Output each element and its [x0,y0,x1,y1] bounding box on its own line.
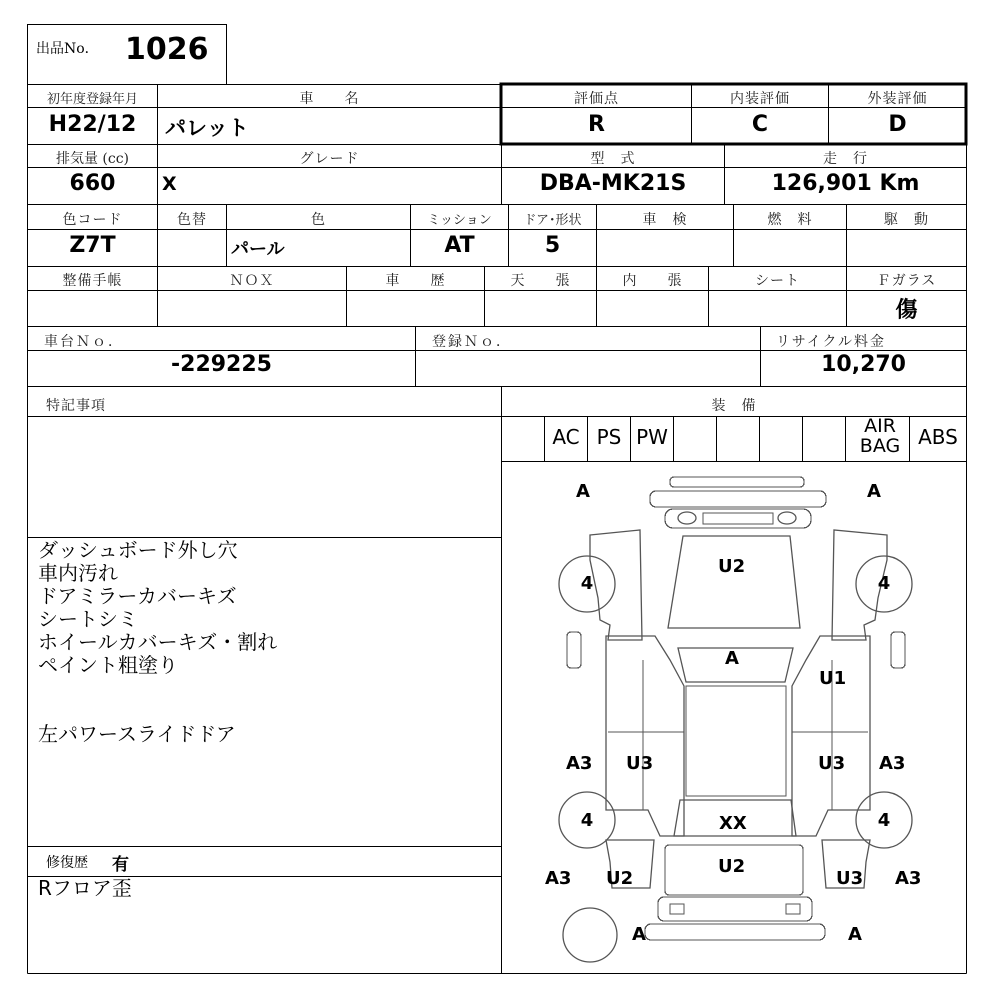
mark-rear-right-corner: A [848,924,862,945]
mileage-value: 126,901 Km [771,171,920,196]
interior-header: 内装評価 [730,91,790,107]
drive-header: 駆 動 [884,212,929,228]
model-header: 型 式 [590,151,636,167]
remark-line: ドアミラーカバーキズ [38,584,237,608]
mark-left-front-door-b: U3 [626,753,654,774]
mark-roof: A [725,648,739,669]
door-shape-value: 5 [544,233,561,258]
repair-label: 修復歴 [46,855,88,871]
mark-left-rear-b: U2 [606,868,634,889]
displacement-value: 660 [69,171,116,196]
mark-tire-rear-left: 4 [580,810,594,831]
repair-note: Rフロア歪 [38,876,132,900]
equipment-item-abs: ABS [918,425,958,449]
color-value: パール [231,239,285,260]
equipment-item-ps: PS [596,425,622,449]
color-header: 色 [311,212,326,228]
equipment-item-airbag: AIR BAG [859,415,901,457]
first-reg-header: 初年度登録年月 [46,92,138,107]
score-value: R [588,112,605,137]
remarks-header: 特記事項 [46,398,106,414]
history-header: 車 歴 [385,273,446,289]
first-reg-value: H22/12 [48,112,137,137]
exterior-value: D [888,112,907,137]
recycle-value: 10,270 [821,352,906,377]
door-shape-header: ドア･形状 [523,213,582,228]
registration-header: 登録Ｎｏ． [432,334,512,350]
maintenance-header: 整備手帳 [62,273,123,289]
displacement-header: 排気量 (cc) [55,151,130,167]
equipment-item-pw: PW [636,425,668,449]
mark-rear-glass: XX [719,813,747,834]
mark-left-rear-a: A3 [545,868,572,889]
seat-header: シート [755,273,800,289]
car-name-header: 車 名 [299,91,360,107]
interior-value: C [751,112,769,137]
model-value: DBA-MK21S [539,171,687,196]
front-glass-value: 傷 [895,298,918,323]
listing-label: 出品No． [36,41,99,57]
fuel-header: 燃 料 [767,212,813,228]
mark-right-rear-door-b: A3 [879,753,906,774]
mark-front-right-corner: A [867,481,881,502]
mark-back-door: U2 [718,856,746,877]
front-glass-header: Ｆガラス [876,273,937,289]
remark-line: 車内汚れ [38,561,118,585]
mark-tire-front-left: 4 [580,573,594,594]
car-name-value: パレット [165,116,249,140]
remark-line: ペイント粗塗り [38,653,178,677]
recycle-header: リサイクル料金 [776,334,887,350]
nox-header: ＮＯＸ [229,273,275,289]
repair-value: 有 [112,855,129,875]
mileage-header: 走 行 [823,151,868,167]
mark-hood: U2 [718,556,746,577]
grade-header: グレード [299,151,360,167]
mark-front-left-corner: A [576,481,590,502]
remark-line: ダッシュボード外し穴 [38,538,238,562]
remark-line: シートシミ [38,607,138,631]
grade-value: X [162,173,177,195]
remark-line: ホイールカバーキズ・割れ [38,630,278,654]
inspection-header: 車 検 [642,212,688,228]
transmission-value: AT [444,233,475,258]
equipment-item-ac: AC [552,425,580,449]
mark-right-rear-b: A3 [895,868,922,889]
mark-tire-front-right: 4 [877,573,891,594]
remark-line: 左パワースライドドア [38,722,236,746]
mark-tire-rear-right: 4 [877,810,891,831]
color-code-value: Z7T [69,233,116,258]
mark-right-front-door: U1 [819,668,847,689]
listing-number: 1026 [125,32,209,67]
roof-header: 天 張 [510,273,571,289]
color-change-header: 色替 [177,212,207,228]
transmission-header: ミッション [427,213,492,228]
color-code-header: 色コード [62,212,123,228]
mark-right-rear-door-a: U3 [818,753,846,774]
chassis-value: -229225 [171,352,272,377]
interior-trim-header: 内 張 [622,273,683,289]
score-header: 評価点 [574,91,619,107]
mark-left-front-door-a: A3 [566,753,593,774]
equipment-header: 装 備 [711,398,757,414]
exterior-header: 外装評価 [867,91,928,107]
mark-rear-left-corner: A [632,924,646,945]
chassis-header: 車台Ｎｏ． [44,334,124,350]
mark-right-rear-a: U3 [836,868,864,889]
